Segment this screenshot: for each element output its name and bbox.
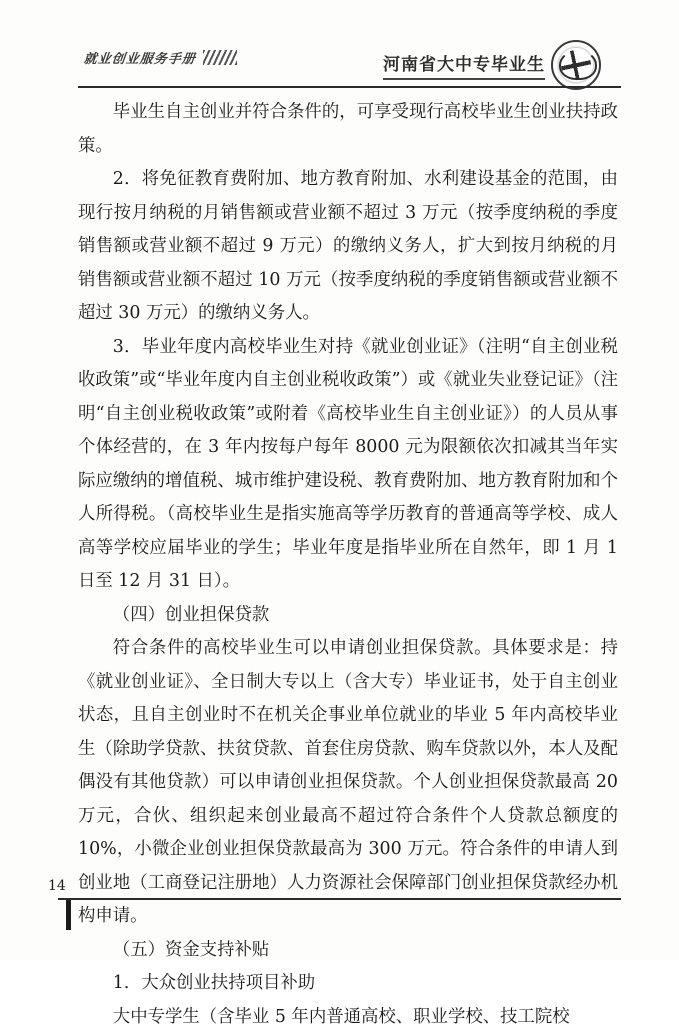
institution-seal-logo-icon: [551, 40, 601, 90]
document-body: [78, 96, 618, 1034]
heading-section-four: （四）创业担保贷款: [78, 599, 618, 633]
header-right-title: 河南省大中专毕业生: [383, 50, 545, 80]
header-left-title: 就业创业服务手册: [83, 48, 197, 67]
paragraph-section-four-body: 符合条件的高校毕业生可以申请创业担保贷款。具体要求是：持《就业创业证》、全日制大专以上（含大专）毕业证书，处于自主创业状态，且自主创业时不在机关企事业单位就业的毕业 5 年内高校毕业生（除助学贷款、扶贫贷款、首套住房贷款、购车贷款以外，本人及配偶没有其他贷款）可以申请创业担保贷款。个人创业担保贷款最高 20 万元，合伙、组织起来创业最高不超过符合条件个人贷款总额度的 10%，小微企业创业担保贷款最高为 300 万元。符合条件的申请人到创业地（工商登记注册地）人力资源社会保障部门创业担保贷款经办机构申请。: [78, 632, 618, 934]
heading-section-five: （五）资金支持补贴: [78, 934, 618, 968]
header-right-group: [383, 40, 601, 90]
spine-mark: [66, 900, 71, 930]
header-hatch-decoration: [203, 50, 237, 65]
footer-divider: [58, 898, 621, 900]
header-left-group: [84, 48, 237, 67]
paragraph-continued: 毕业生自主创业并符合条件的，可享受现行高校毕业生创业扶持政策。: [78, 96, 618, 163]
page-number: 14: [48, 878, 66, 894]
heading-section-five-item-one: 1．大众创业扶持项目补助: [78, 967, 618, 1001]
paragraph-item-2: 2．将免征教育费附加、地方教育附加、水利建设基金的范围，由现行按月纳税的月销售额或营业额不超过 3 万元（按季度纳税的季度销售额或营业额不超过 9 万元）的缴纳义务人，扩大到按月纳税的月销售额或营业额不超过 10 万元（按季度纳税的季度销售额或营业额不超过 30 万元）的缴纳义务人。: [78, 163, 618, 331]
header-divider: [78, 86, 621, 88]
paragraph-item-3: 3．毕业年度内高校毕业生对持《就业创业证》（注明“自主创业税收政策”或“毕业年度内自主创业税收政策”）或《就业失业登记证》（注明“自主创业税收政策”或附着《高校毕业生自主创业证》）的人员从事个体经营的，在 3 年内按每户每年 8000 元为限额依次扣减其当年实际应缴纳的增值税、城市维护建设税、教育费附加、地方教育附加和个人所得税。（高校毕业生是指实施高等学历教育的普通高等学校、成人高等学校应届毕业的学生；毕业年度是指毕业所在自然年，即 1 月 1 日至 12 月 31 日）。: [78, 331, 618, 599]
page-header: [0, 44, 679, 86]
paragraph-section-five-item-one-body: 大中专学生（含毕业 5 年内普通高校、职业学校、技工院校: [78, 1001, 618, 1034]
